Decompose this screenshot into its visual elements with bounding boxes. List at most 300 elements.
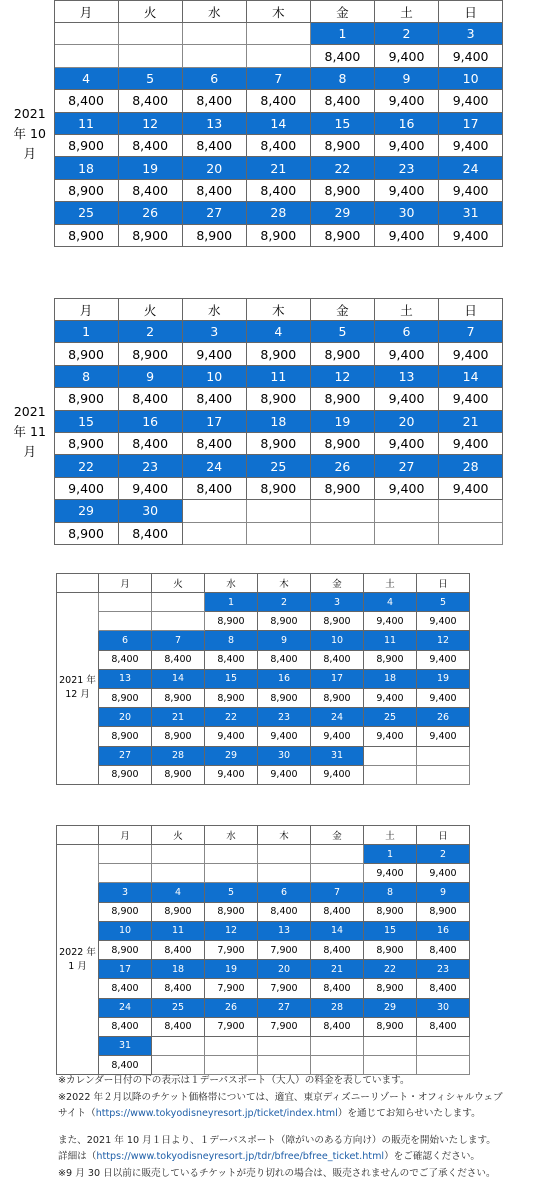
price-cell: 8,900 bbox=[311, 612, 364, 631]
empty-cell bbox=[311, 1056, 364, 1075]
day-cell: 30 bbox=[374, 202, 438, 224]
day-cell: 14 bbox=[152, 669, 205, 688]
price-cell: 9,400 bbox=[439, 477, 503, 499]
weekday-header: 水 bbox=[182, 299, 246, 321]
day-cell: 18 bbox=[152, 960, 205, 979]
weekday-header: 土 bbox=[374, 1, 438, 23]
weekday-header: 水 bbox=[182, 1, 246, 23]
note-feb-prices-cont: サイト（https://www.tokyodisneyresort.jp/ticket/index.html）を通じてお知らせいたします。 bbox=[58, 1108, 481, 1119]
weekday-header: 土 bbox=[374, 299, 438, 321]
price-cell: 8,400 bbox=[99, 1017, 152, 1036]
price-cell: 8,900 bbox=[182, 224, 246, 246]
price-cell: 8,900 bbox=[54, 388, 118, 410]
price-cell: 9,400 bbox=[182, 343, 246, 365]
day-cell: 1 bbox=[54, 321, 118, 343]
price-cell: 8,900 bbox=[246, 477, 310, 499]
price-cell: 9,400 bbox=[311, 765, 364, 784]
month-label: 2021 年 12 月 bbox=[57, 593, 99, 785]
price-cell: 8,900 bbox=[54, 224, 118, 246]
weekday-header: 月 bbox=[54, 1, 118, 23]
day-cell: 6 bbox=[99, 631, 152, 650]
empty-cell bbox=[118, 23, 182, 45]
weekday-header: 木 bbox=[246, 299, 310, 321]
header-corner bbox=[6, 299, 54, 321]
empty-cell bbox=[374, 522, 438, 544]
day-cell: 4 bbox=[152, 883, 205, 902]
price-cell: 9,400 bbox=[374, 343, 438, 365]
empty-cell bbox=[152, 612, 205, 631]
ticket-info-link[interactable]: https://www.tokyodisneyresort.jp/ticket/index.html bbox=[95, 1108, 338, 1119]
price-cell: 8,900 bbox=[99, 902, 152, 921]
price-cell: 8,900 bbox=[310, 432, 374, 454]
day-cell: 1 bbox=[364, 845, 417, 864]
empty-cell bbox=[246, 500, 310, 522]
empty-cell bbox=[417, 765, 470, 784]
day-cell: 14 bbox=[311, 921, 364, 940]
price-cell: 8,400 bbox=[311, 940, 364, 959]
day-cell: 18 bbox=[54, 157, 118, 179]
empty-cell bbox=[258, 845, 311, 864]
price-cell: 8,900 bbox=[364, 650, 417, 669]
empty-cell bbox=[246, 522, 310, 544]
day-cell: 18 bbox=[364, 669, 417, 688]
day-cell: 29 bbox=[310, 202, 374, 224]
price-cell: 8,900 bbox=[99, 688, 152, 707]
day-cell: 4 bbox=[364, 593, 417, 612]
price-cell: 8,900 bbox=[310, 134, 374, 156]
price-cell: 8,400 bbox=[182, 90, 246, 112]
price-cell: 8,900 bbox=[54, 179, 118, 201]
price-cell: 8,400 bbox=[118, 432, 182, 454]
weekday-header: 日 bbox=[417, 574, 470, 593]
day-cell: 3 bbox=[311, 593, 364, 612]
weekday-header: 金 bbox=[310, 1, 374, 23]
price-cell: 8,900 bbox=[364, 979, 417, 998]
empty-cell bbox=[152, 864, 205, 883]
day-cell: 8 bbox=[54, 365, 118, 387]
price-cell: 8,900 bbox=[310, 224, 374, 246]
empty-cell bbox=[364, 765, 417, 784]
empty-cell bbox=[311, 1036, 364, 1055]
price-cell: 8,400 bbox=[310, 90, 374, 112]
day-cell: 26 bbox=[205, 998, 258, 1017]
day-cell: 12 bbox=[118, 112, 182, 134]
empty-cell bbox=[364, 1056, 417, 1075]
day-cell: 30 bbox=[417, 998, 470, 1017]
day-cell: 23 bbox=[258, 708, 311, 727]
day-cell: 8 bbox=[205, 631, 258, 650]
empty-cell bbox=[182, 23, 246, 45]
day-cell: 3 bbox=[182, 321, 246, 343]
price-cell: 8,400 bbox=[118, 134, 182, 156]
weekday-header: 日 bbox=[439, 1, 503, 23]
day-cell: 26 bbox=[310, 455, 374, 477]
price-cell: 8,900 bbox=[364, 902, 417, 921]
day-cell: 29 bbox=[364, 998, 417, 1017]
day-cell: 4 bbox=[54, 67, 118, 89]
empty-cell bbox=[54, 23, 118, 45]
month-label: 2021 年 11 月 bbox=[6, 321, 54, 545]
day-cell: 13 bbox=[99, 669, 152, 688]
weekday-header: 月 bbox=[54, 299, 118, 321]
day-cell: 18 bbox=[246, 410, 310, 432]
price-cell: 8,400 bbox=[152, 940, 205, 959]
day-cell: 19 bbox=[310, 410, 374, 432]
note-feb-prices: ※2022 年２月以降のチケット価格帯については、適宜、東京ディズニーリゾート・オフィシャルウェブ bbox=[58, 1091, 503, 1103]
note-price-meaning: ※カレンダー日付の下の表示は１デーパスポート（大人）の料金を表しています。 bbox=[58, 1075, 410, 1086]
weekday-header: 金 bbox=[311, 826, 364, 845]
price-cell: 8,400 bbox=[417, 979, 470, 998]
price-cell: 8,900 bbox=[118, 343, 182, 365]
empty-cell bbox=[258, 864, 311, 883]
day-cell: 22 bbox=[310, 157, 374, 179]
price-cell: 9,400 bbox=[439, 343, 503, 365]
price-cell: 8,900 bbox=[258, 612, 311, 631]
price-cell: 8,400 bbox=[118, 90, 182, 112]
day-cell: 4 bbox=[246, 321, 310, 343]
empty-cell bbox=[99, 845, 152, 864]
weekday-header: 土 bbox=[364, 574, 417, 593]
day-cell: 5 bbox=[417, 593, 470, 612]
day-cell: 31 bbox=[99, 1036, 152, 1055]
price-cell: 9,400 bbox=[439, 432, 503, 454]
empty-cell bbox=[310, 500, 374, 522]
price-cell: 8,900 bbox=[310, 477, 374, 499]
empty-cell bbox=[152, 593, 205, 612]
price-cell: 9,400 bbox=[417, 727, 470, 746]
empty-cell bbox=[311, 845, 364, 864]
price-cell: 9,400 bbox=[374, 477, 438, 499]
weekday-header: 木 bbox=[258, 574, 311, 593]
price-cell: 8,900 bbox=[118, 224, 182, 246]
day-cell: 7 bbox=[152, 631, 205, 650]
day-cell: 3 bbox=[439, 23, 503, 45]
day-cell: 2 bbox=[258, 593, 311, 612]
day-cell: 27 bbox=[99, 746, 152, 765]
price-cell: 8,400 bbox=[246, 179, 310, 201]
empty-cell bbox=[417, 1056, 470, 1075]
price-cell: 9,400 bbox=[439, 90, 503, 112]
day-cell: 12 bbox=[310, 365, 374, 387]
day-cell: 8 bbox=[364, 883, 417, 902]
price-cell: 8,400 bbox=[311, 979, 364, 998]
day-cell: 25 bbox=[246, 455, 310, 477]
price-cell: 8,900 bbox=[152, 688, 205, 707]
weekday-header: 木 bbox=[246, 1, 310, 23]
price-cell: 9,400 bbox=[364, 864, 417, 883]
price-cell: 9,400 bbox=[374, 134, 438, 156]
weekday-header: 火 bbox=[118, 299, 182, 321]
price-cell: 8,900 bbox=[258, 688, 311, 707]
empty-cell bbox=[152, 1036, 205, 1055]
price-cell: 8,400 bbox=[99, 650, 152, 669]
price-cell: 8,400 bbox=[118, 522, 182, 544]
note-sold-out: ※9 月 30 日以前に販売しているチケットが売り切れの場合は、販売されませんのでご了承ください。 bbox=[58, 1167, 496, 1179]
price-cell: 9,400 bbox=[258, 727, 311, 746]
price-cell: 8,400 bbox=[152, 1017, 205, 1036]
price-cell: 9,400 bbox=[374, 45, 438, 67]
weekday-header: 月 bbox=[99, 826, 152, 845]
price-cell: 7,900 bbox=[205, 979, 258, 998]
empty-cell bbox=[118, 45, 182, 67]
price-cell: 9,400 bbox=[364, 727, 417, 746]
empty-cell bbox=[311, 864, 364, 883]
day-cell: 16 bbox=[417, 921, 470, 940]
empty-cell bbox=[152, 1056, 205, 1075]
day-cell: 2 bbox=[118, 321, 182, 343]
day-cell: 21 bbox=[246, 157, 310, 179]
day-cell: 21 bbox=[311, 960, 364, 979]
price-cell: 8,900 bbox=[311, 688, 364, 707]
weekday-header: 金 bbox=[311, 574, 364, 593]
price-cell: 8,400 bbox=[182, 477, 246, 499]
empty-cell bbox=[152, 845, 205, 864]
empty-cell bbox=[364, 746, 417, 765]
day-cell: 13 bbox=[258, 921, 311, 940]
day-cell: 27 bbox=[182, 202, 246, 224]
day-cell: 6 bbox=[374, 321, 438, 343]
price-cell: 8,900 bbox=[246, 224, 310, 246]
day-cell: 9 bbox=[374, 67, 438, 89]
price-cell: 8,400 bbox=[311, 902, 364, 921]
day-cell: 23 bbox=[417, 960, 470, 979]
price-cell: 7,900 bbox=[205, 940, 258, 959]
empty-cell bbox=[439, 500, 503, 522]
day-cell: 19 bbox=[118, 157, 182, 179]
price-cell: 9,400 bbox=[417, 612, 470, 631]
weekday-header: 木 bbox=[258, 826, 311, 845]
calendar-2021-12 bbox=[56, 573, 470, 785]
empty-cell bbox=[54, 45, 118, 67]
day-cell: 5 bbox=[205, 883, 258, 902]
day-cell: 1 bbox=[205, 593, 258, 612]
price-cell: 9,400 bbox=[374, 90, 438, 112]
empty-cell bbox=[182, 522, 246, 544]
price-cell: 8,400 bbox=[182, 388, 246, 410]
month-label: 2022 年 1 月 bbox=[57, 845, 99, 1075]
empty-cell bbox=[182, 500, 246, 522]
day-cell: 11 bbox=[54, 112, 118, 134]
price-cell: 9,400 bbox=[417, 650, 470, 669]
empty-cell bbox=[99, 612, 152, 631]
price-cell: 7,900 bbox=[258, 1017, 311, 1036]
day-cell: 24 bbox=[99, 998, 152, 1017]
price-cell: 8,400 bbox=[118, 388, 182, 410]
price-cell: 8,900 bbox=[246, 343, 310, 365]
price-cell: 8,900 bbox=[152, 902, 205, 921]
empty-cell bbox=[310, 522, 374, 544]
weekday-header: 土 bbox=[364, 826, 417, 845]
day-cell: 2 bbox=[417, 845, 470, 864]
day-cell: 20 bbox=[374, 410, 438, 432]
day-cell: 25 bbox=[152, 998, 205, 1017]
day-cell: 12 bbox=[205, 921, 258, 940]
day-cell: 7 bbox=[311, 883, 364, 902]
calendar-2022-01 bbox=[56, 825, 470, 1075]
day-cell: 11 bbox=[246, 365, 310, 387]
price-cell: 9,400 bbox=[439, 45, 503, 67]
header-corner bbox=[57, 826, 99, 845]
price-cell: 9,400 bbox=[374, 388, 438, 410]
empty-cell bbox=[99, 593, 152, 612]
price-cell: 9,400 bbox=[311, 727, 364, 746]
day-cell: 26 bbox=[417, 708, 470, 727]
price-cell: 9,400 bbox=[118, 477, 182, 499]
day-cell: 25 bbox=[364, 708, 417, 727]
day-cell: 19 bbox=[417, 669, 470, 688]
day-cell: 24 bbox=[439, 157, 503, 179]
price-cell: 8,900 bbox=[246, 388, 310, 410]
price-cell: 8,400 bbox=[246, 134, 310, 156]
day-cell: 10 bbox=[311, 631, 364, 650]
price-cell: 8,900 bbox=[152, 765, 205, 784]
empty-cell bbox=[205, 864, 258, 883]
day-cell: 17 bbox=[439, 112, 503, 134]
day-cell: 29 bbox=[54, 500, 118, 522]
weekday-header: 水 bbox=[205, 574, 258, 593]
day-cell: 24 bbox=[182, 455, 246, 477]
day-cell: 15 bbox=[364, 921, 417, 940]
price-cell: 9,400 bbox=[439, 388, 503, 410]
header-corner bbox=[6, 1, 54, 23]
price-cell: 8,400 bbox=[99, 1056, 152, 1075]
day-cell: 22 bbox=[54, 455, 118, 477]
day-cell: 6 bbox=[182, 67, 246, 89]
day-cell: 3 bbox=[99, 883, 152, 902]
price-cell: 8,900 bbox=[54, 522, 118, 544]
price-cell: 8,900 bbox=[54, 343, 118, 365]
day-cell: 28 bbox=[152, 746, 205, 765]
note-accessibility-pass: また、2021 年 10 月１日より、１デーパスポート（障がいのある方向け）の販売を開始いたします。 bbox=[58, 1134, 496, 1146]
header-corner bbox=[57, 574, 99, 593]
price-cell: 9,400 bbox=[417, 864, 470, 883]
price-cell: 8,400 bbox=[258, 650, 311, 669]
empty-cell bbox=[364, 1036, 417, 1055]
price-cell: 7,900 bbox=[258, 940, 311, 959]
day-cell: 27 bbox=[374, 455, 438, 477]
day-cell: 10 bbox=[99, 921, 152, 940]
price-cell: 8,400 bbox=[417, 940, 470, 959]
day-cell: 1 bbox=[310, 23, 374, 45]
day-cell: 22 bbox=[364, 960, 417, 979]
day-cell: 23 bbox=[118, 455, 182, 477]
day-cell: 9 bbox=[417, 883, 470, 902]
weekday-header: 日 bbox=[417, 826, 470, 845]
price-cell: 9,400 bbox=[364, 688, 417, 707]
day-cell: 15 bbox=[54, 410, 118, 432]
price-cell: 8,900 bbox=[99, 765, 152, 784]
price-cell: 9,400 bbox=[364, 612, 417, 631]
day-cell: 17 bbox=[99, 960, 152, 979]
day-cell: 29 bbox=[205, 746, 258, 765]
day-cell: 23 bbox=[374, 157, 438, 179]
day-cell: 17 bbox=[311, 669, 364, 688]
day-cell: 13 bbox=[182, 112, 246, 134]
day-cell: 9 bbox=[118, 365, 182, 387]
day-cell: 11 bbox=[364, 631, 417, 650]
day-cell: 28 bbox=[246, 202, 310, 224]
price-cell: 8,400 bbox=[246, 90, 310, 112]
day-cell: 17 bbox=[182, 410, 246, 432]
empty-cell bbox=[246, 23, 310, 45]
day-cell: 27 bbox=[258, 998, 311, 1017]
price-cell: 8,400 bbox=[152, 650, 205, 669]
day-cell: 31 bbox=[439, 202, 503, 224]
price-cell: 8,900 bbox=[417, 902, 470, 921]
day-cell: 13 bbox=[374, 365, 438, 387]
price-cell: 8,400 bbox=[311, 1017, 364, 1036]
day-cell: 14 bbox=[246, 112, 310, 134]
weekday-header: 水 bbox=[205, 826, 258, 845]
weekday-header: 月 bbox=[99, 574, 152, 593]
month-label: 2021 年 10 月 bbox=[6, 23, 54, 247]
price-cell: 8,400 bbox=[54, 90, 118, 112]
day-cell: 24 bbox=[311, 708, 364, 727]
day-cell: 31 bbox=[311, 746, 364, 765]
day-cell: 10 bbox=[182, 365, 246, 387]
price-cell: 8,900 bbox=[99, 727, 152, 746]
price-cell: 9,400 bbox=[54, 477, 118, 499]
day-cell: 20 bbox=[258, 960, 311, 979]
day-cell: 25 bbox=[54, 202, 118, 224]
day-cell: 22 bbox=[205, 708, 258, 727]
price-cell: 8,400 bbox=[311, 650, 364, 669]
bfree-ticket-link[interactable]: https://www.tokyodisneyresort.jp/tdr/bfree/bfree_ticket.html bbox=[96, 1151, 385, 1162]
price-cell: 9,400 bbox=[439, 179, 503, 201]
price-cell: 8,900 bbox=[246, 432, 310, 454]
empty-cell bbox=[205, 1036, 258, 1055]
price-cell: 9,400 bbox=[205, 765, 258, 784]
price-cell: 8,900 bbox=[54, 432, 118, 454]
empty-cell bbox=[258, 1056, 311, 1075]
day-cell: 11 bbox=[152, 921, 205, 940]
day-cell: 15 bbox=[310, 112, 374, 134]
day-cell: 5 bbox=[310, 321, 374, 343]
day-cell: 14 bbox=[439, 365, 503, 387]
price-cell: 8,900 bbox=[310, 179, 374, 201]
price-cell: 8,900 bbox=[99, 940, 152, 959]
price-cell: 8,400 bbox=[417, 1017, 470, 1036]
day-cell: 30 bbox=[118, 500, 182, 522]
price-cell: 8,400 bbox=[182, 179, 246, 201]
price-cell: 9,400 bbox=[374, 179, 438, 201]
notes bbox=[58, 1073, 548, 1182]
day-cell: 12 bbox=[417, 631, 470, 650]
weekday-header: 金 bbox=[310, 299, 374, 321]
price-cell: 8,400 bbox=[182, 432, 246, 454]
price-cell: 9,400 bbox=[439, 134, 503, 156]
empty-cell bbox=[99, 864, 152, 883]
price-cell: 8,900 bbox=[205, 688, 258, 707]
day-cell: 16 bbox=[374, 112, 438, 134]
weekday-header: 火 bbox=[152, 574, 205, 593]
day-cell: 10 bbox=[439, 67, 503, 89]
price-cell: 7,900 bbox=[258, 979, 311, 998]
empty-cell bbox=[205, 845, 258, 864]
price-cell: 8,400 bbox=[205, 650, 258, 669]
empty-cell bbox=[439, 522, 503, 544]
price-cell: 8,900 bbox=[54, 134, 118, 156]
price-cell: 9,400 bbox=[374, 224, 438, 246]
price-cell: 8,400 bbox=[118, 179, 182, 201]
price-cell: 8,900 bbox=[205, 612, 258, 631]
price-cell: 8,400 bbox=[99, 979, 152, 998]
calendar-2021-10 bbox=[6, 0, 503, 247]
day-cell: 26 bbox=[118, 202, 182, 224]
empty-cell bbox=[182, 45, 246, 67]
price-cell: 9,400 bbox=[205, 727, 258, 746]
empty-cell bbox=[258, 1036, 311, 1055]
